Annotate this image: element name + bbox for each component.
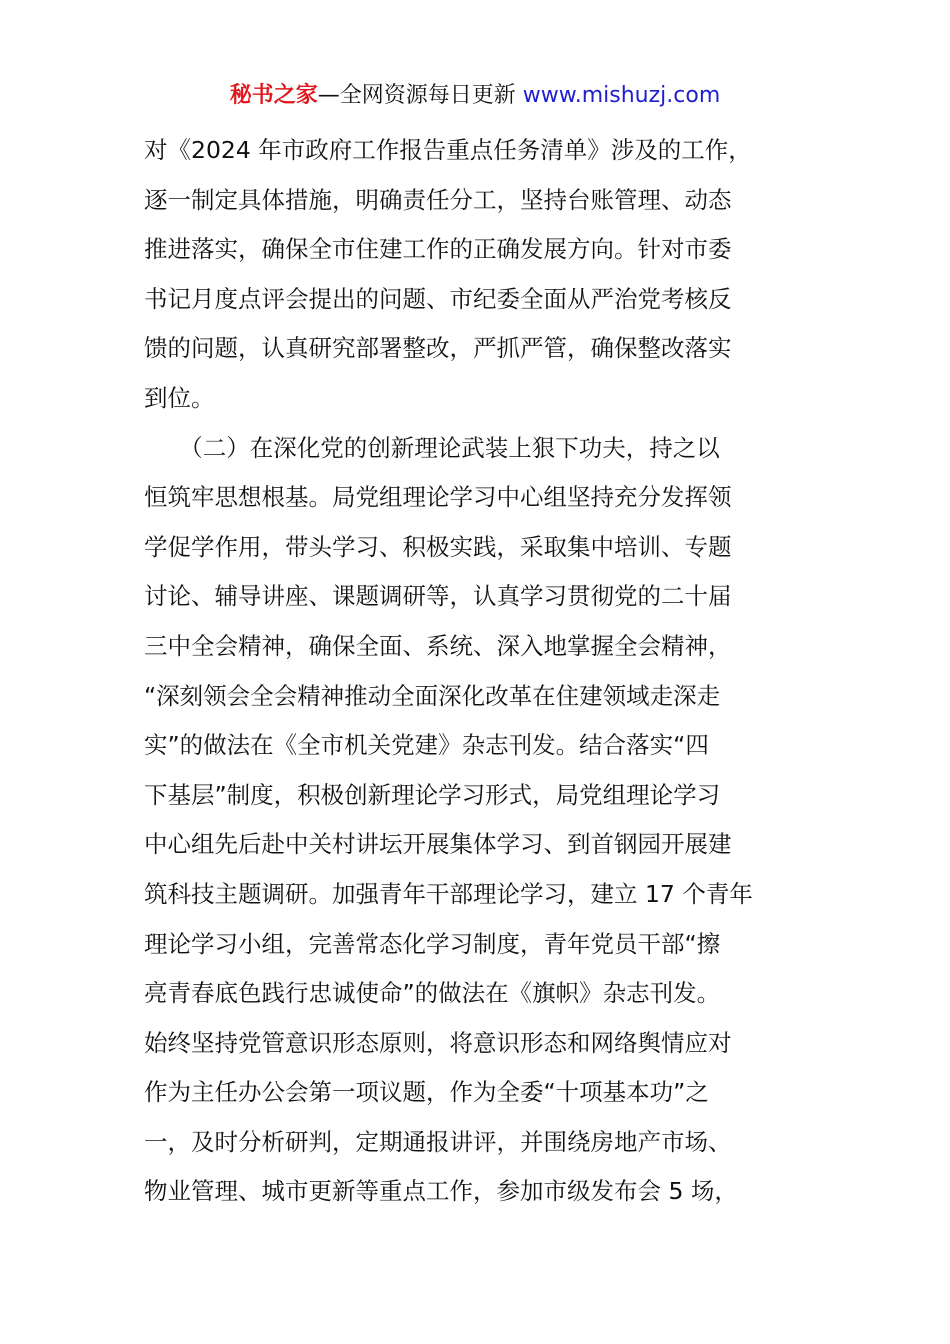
text-line: 下基层”制度，积极创新理论学习形式，局党组理论学习	[144, 780, 721, 809]
text-line: 物业管理、城市更新等重点工作，参加市级发布会 5 场，	[144, 1177, 738, 1206]
text-line: “深刻领会全会精神推动全面深化改革在住建领域走深走	[144, 681, 721, 710]
site-url[interactable]: www.mishuzj.com	[522, 83, 721, 108]
text-line: 推进落实，确保全市住建工作的正确发展方向。针对市委	[144, 235, 732, 264]
text-line: 中心组先后赴中关村讲坛开展集体学习、到首钢园开展建	[144, 830, 732, 859]
text-line: 逐一制定具体措施，明确责任分工，坚持台账管理、动态	[144, 185, 732, 214]
document-body	[144, 126, 824, 1217]
text-line: （二）在深化党的创新理论武装上狠下功夫，持之以	[144, 433, 720, 462]
text-line: 一，及时分析研判，定期通报讲评，并围绕房地产市场、	[144, 1127, 732, 1156]
text-line: 学促学作用，带头学习、积极实践，采取集中培训、专题	[144, 532, 732, 561]
text-line: 书记月度点评会提出的问题、市纪委全面从严治党考核反	[144, 284, 732, 313]
text-line: 始终坚持党管意识形态原则，将意识形态和网络舆情应对	[144, 1028, 732, 1057]
text-line: 实”的做法在《全市机关党建》杂志刊发。结合落实“四	[144, 731, 709, 760]
site-brand: 秘书之家	[229, 83, 318, 108]
text-line: 到位。	[144, 383, 215, 412]
text-line: 理论学习小组，完善常态化学习制度，青年党员干部“擦	[144, 929, 721, 958]
text-line: 亮青春底色践行忠诚使命”的做法在《旗帜》杂志刊发。	[144, 979, 721, 1008]
site-tagline: —全网资源每日更新	[317, 83, 523, 108]
text-line: 对《2024 年市政府工作报告重点任务清单》涉及的工作，	[144, 136, 752, 164]
site-header	[0, 80, 950, 112]
text-line: 馈的问题，认真研究部署整改，严抓严管，确保整改落实	[144, 334, 732, 363]
text-line: 筑科技主题调研。加强青年干部理论学习，建立 17 个青年	[144, 879, 753, 908]
text-line: 讨论、辅导讲座、课题调研等，认真学习贯彻党的二十届	[144, 582, 732, 611]
text-line: 恒筑牢思想根基。局党组理论学习中心组坚持充分发挥领	[144, 483, 732, 512]
text-line: 作为主任办公会第一项议题，作为全委“十项基本功”之	[144, 1078, 709, 1107]
text-line: 三中全会精神，确保全面、系统、深入地掌握全会精神，	[144, 631, 732, 660]
